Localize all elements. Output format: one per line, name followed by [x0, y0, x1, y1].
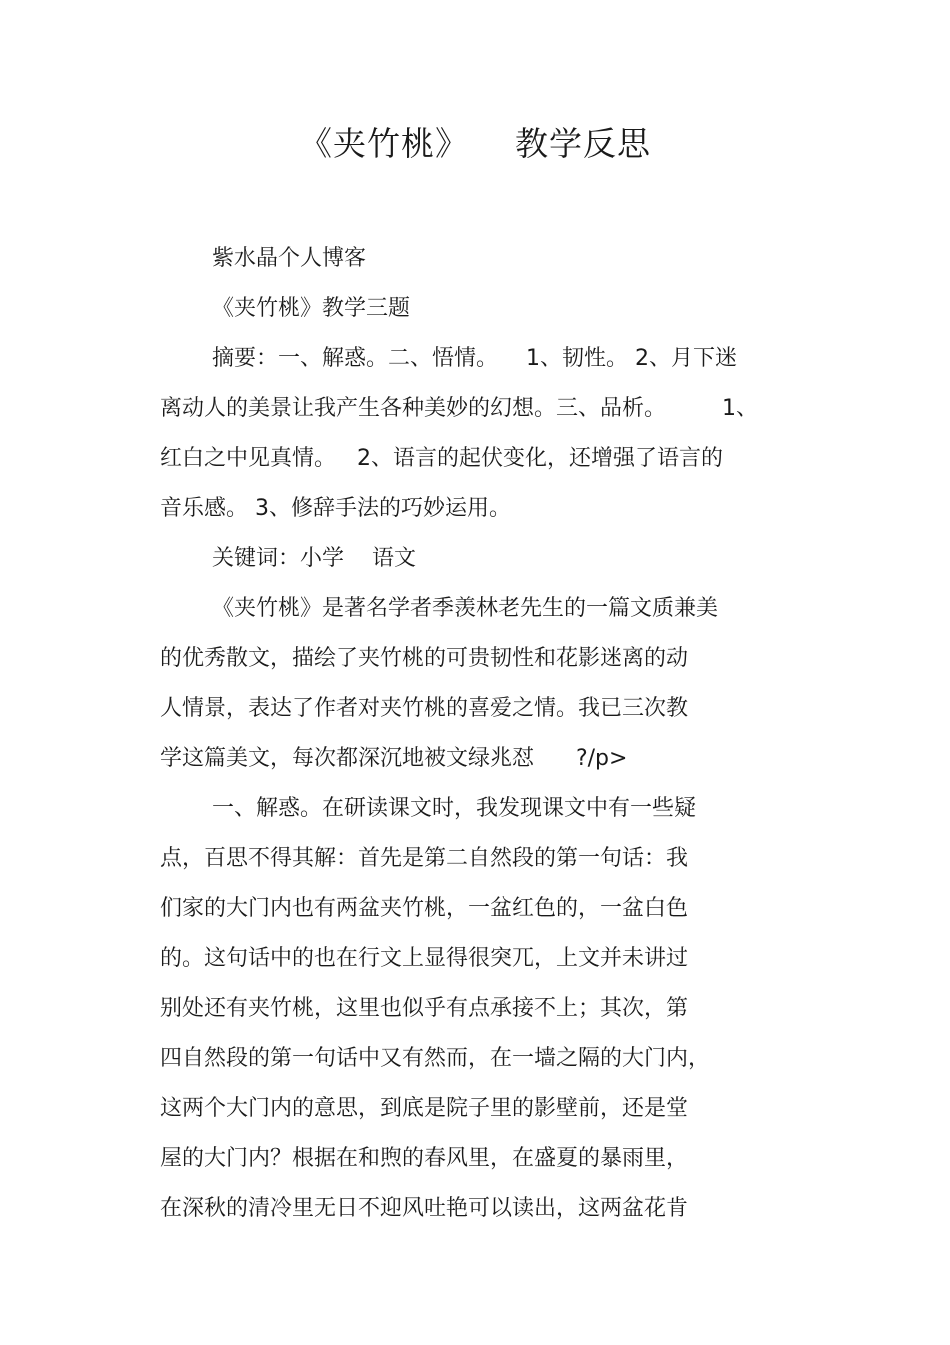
- body-paragraph-2-line-4: 的。这句话中的也在行文上显得很突兀，上文并未讲过: [160, 946, 689, 971]
- body-paragraph-2-line-6: 四自然段的第一句话中又有然而，在一墙之隔的大门内，: [160, 1046, 711, 1071]
- body-paragraph-1-line-4: 学这篇美文，每次都深沉地被文绿兆怼 ?/p>: [160, 746, 628, 771]
- abstract-line-4: 音乐感。 3、修辞手法的巧妙运用。: [160, 496, 511, 521]
- body-paragraph-2-line-7: 这两个大门内的意思，到底是院子里的影壁前，还是堂: [160, 1096, 689, 1121]
- subtitle-line: 《夹竹桃》教学三题: [212, 296, 411, 321]
- body-paragraph-1-line-1: 《夹竹桃》是著名学者季羡林老先生的一篇文质兼美: [212, 596, 719, 621]
- abstract-line-3: 红白之中见真情。 2、语言的起伏变化，还增强了语言的: [160, 446, 723, 471]
- body-paragraph-1-line-2: 的优秀散文，描绘了夹竹桃的可贵韧性和花影迷离的动: [160, 646, 689, 671]
- keywords-line: 关键词：小学 语文: [212, 546, 416, 571]
- body-paragraph-2-line-9: 在深秋的清冷里无日不迎风吐艳可以读出，这两盆花肯: [160, 1196, 689, 1221]
- blog-source-line: 紫水晶个人博客: [212, 246, 367, 271]
- abstract-line-2: 离动人的美景让我产生各种美妙的幻想。三、品析。 1、: [160, 396, 758, 421]
- abstract-line-1: 摘要：一、解惑。二、悟情。 1、韧性。 2、月下迷: [212, 346, 737, 371]
- body-paragraph-2-line-8: 屋的大门内？根据在和煦的春风里，在盛夏的暴雨里，: [160, 1146, 689, 1171]
- body-paragraph-2-line-3: 们家的大门内也有两盆夹竹桃，一盆红色的，一盆白色: [160, 896, 689, 921]
- body-paragraph-2-line-2: 点，百思不得其解：首先是第二自然段的第一句话：我: [160, 846, 689, 871]
- body-paragraph-2-line-1: 一、解惑。在研读课文时，我发现课文中有一些疑: [212, 796, 697, 821]
- document-title: 《夹竹桃》 教学反思: [299, 124, 651, 163]
- body-paragraph-1-line-3: 人情景，表达了作者对夹竹桃的喜爱之情。我已三次教: [160, 696, 689, 721]
- body-paragraph-2-line-5: 别处还有夹竹桃，这里也似乎有点承接不上；其次，第: [160, 996, 689, 1021]
